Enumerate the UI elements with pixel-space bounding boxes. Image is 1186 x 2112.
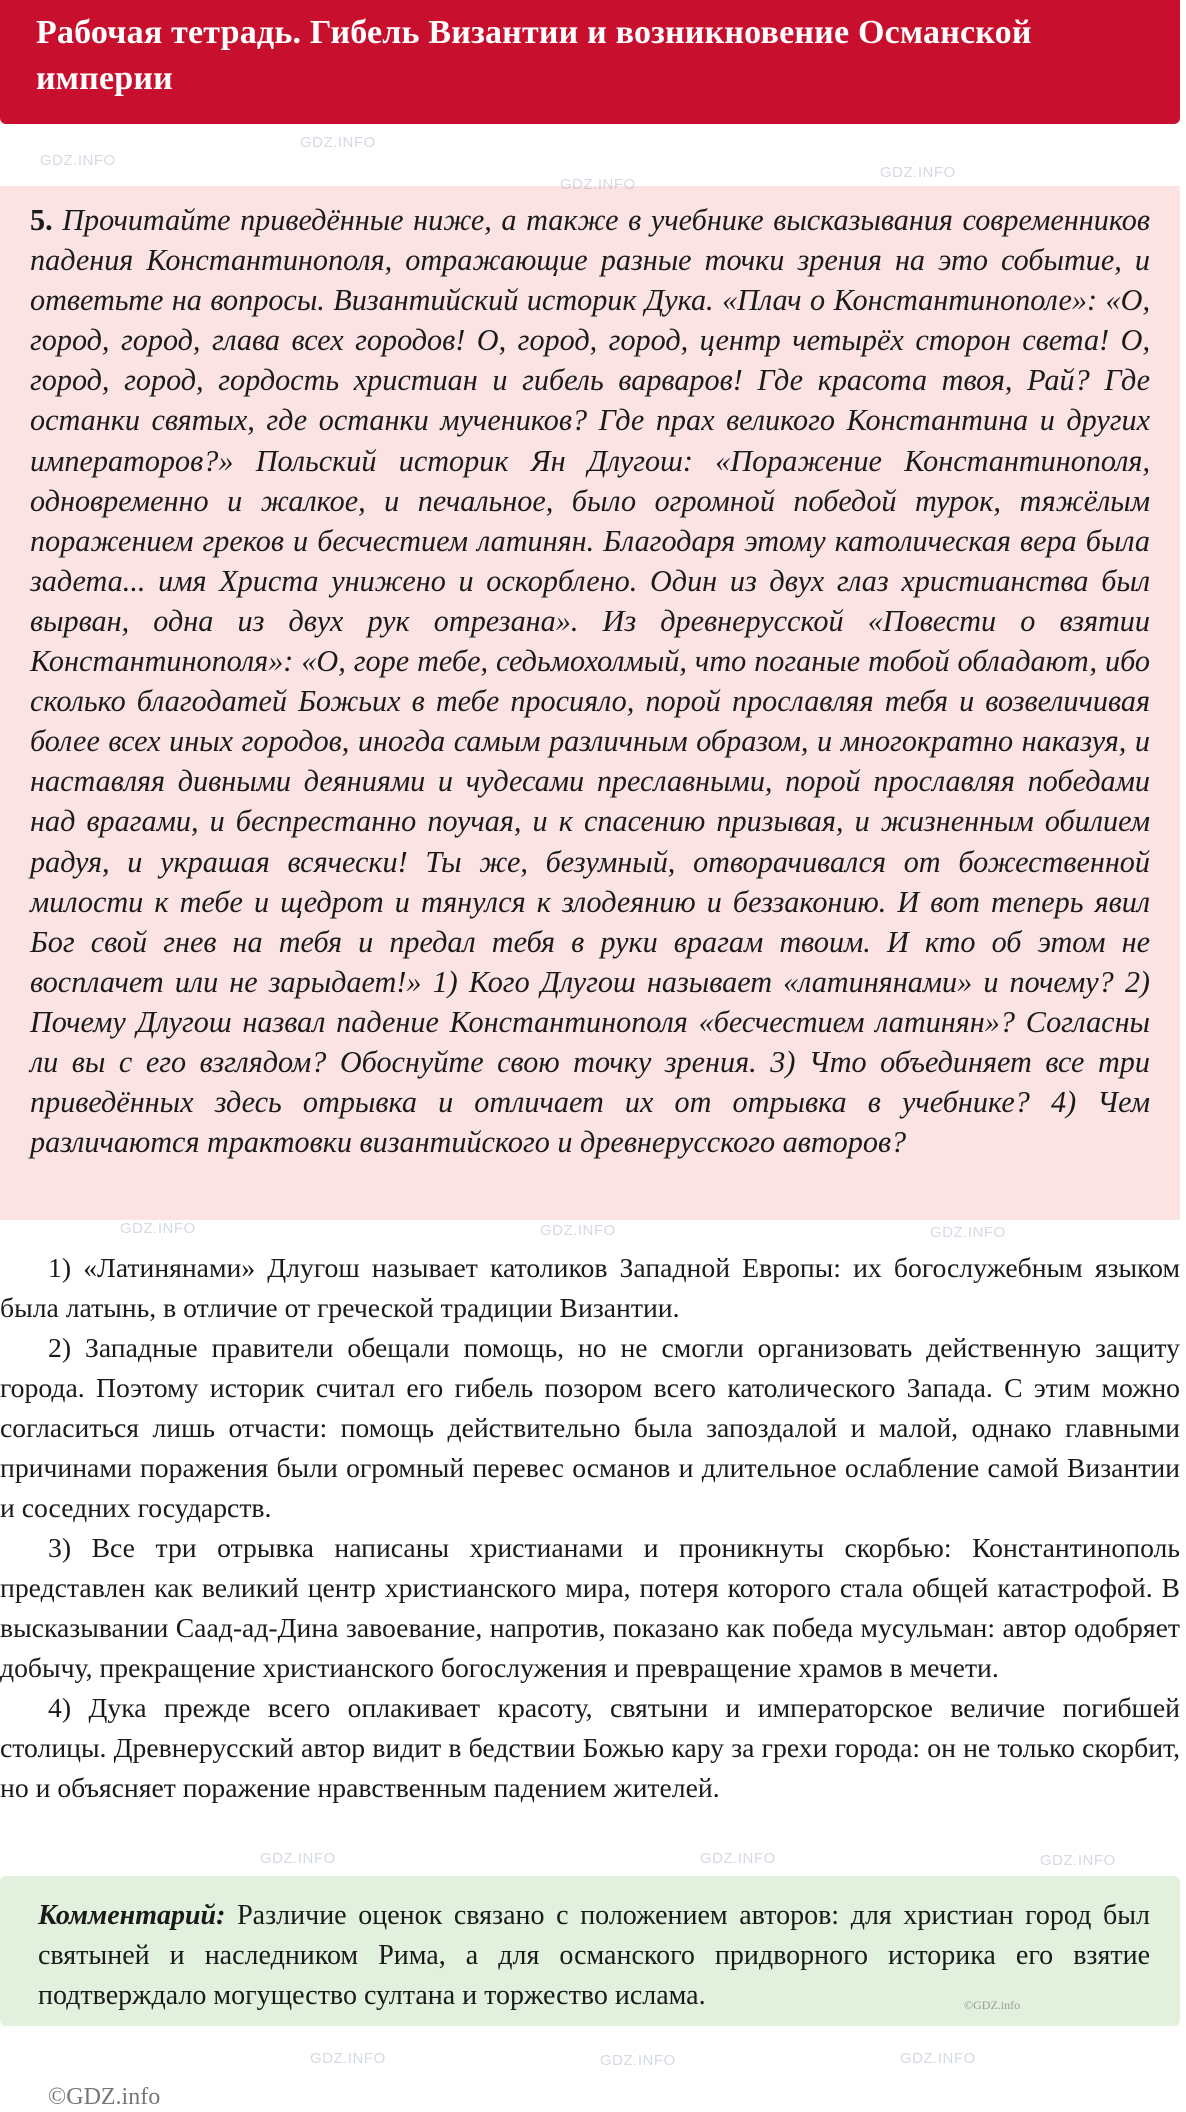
watermark-text: GDZ.INFO (1040, 1852, 1116, 1869)
watermark-text: GDZ.INFO (700, 1850, 776, 1867)
task-body: Прочитайте приведённые ниже, а также в учебнике высказывания современников падения Константинополя, отражающие разные точки зрения на это событие, и ответьте на вопросы. Византийский историк Дука. «Плач о Константинополе»: «О, город, город, глава всех городов! О, город, город, центр четырёх сторон света! О, город, город, гордость христиан и гибель варваров! Где красота твоя, Рай? Где останки святых, где останки мучеников? Где прах великого Константина и других императоров?» Польский историк Ян Длугош: «Поражение Константинополя, одновременно и жалкое, и печальное, было огромной победой турок, тяжёлым поражением греков и бесчестием латинян. Благодаря этому католическая вера была задета... имя Христа унижено и оскорблено. Один из двух глаз христианства был вырван, одна из двух рук отрезана». Из древнерусской «Повести о взятии Константинополя»: «О, горе тебе, седьмохолмый, что поганые тобой обладают, ибо сколько благодатей Божьих в тебе просияло, порой прославляя тебя и возвеличивая более всех иных городов, иногда самым различным образом, и многократно наказуя, и наставляя дивными деяниями и чудесами преславными, порой прославляя победами над врагами, и беспрестанно поучая, и к спасению призывая, и жизненным обилием радуя, и украшая всячески! Ты же, безумный, отворачивался от божественной милости к тебе и щедрот и тянулся к злодеянию и беззаконию. И вот теперь явил Бог свой гнев на тебя и предал тебя в руки врагам твоим. И кто об этом не восплачет или не зарыдает!» 1) Кого Длугош называет «латинянами» и почему? 2) Почему Длугош назвал падение Константинополя «бесчестием латинян»? Согласны ли вы с его взглядом? Обоснуйте свою точку зрения. 3) Что объединяет все три приведённых здесь отрывка и отличает их от отрывка в учебнике? 4) Чем различаются трактовки византийского и древнерусского авторов? (30, 203, 1151, 1160)
answers-block (0, 1248, 1180, 1808)
watermark-text: GDZ.INFO (880, 164, 956, 181)
task-text (30, 200, 1150, 1162)
watermark-text: GDZ.INFO (900, 2050, 976, 2067)
watermark-text: GDZ.INFO (120, 1220, 196, 1237)
answer-3: 3) Все три отрывка написаны христианами и проникнуты скорбью: Константинополь представлен как великий центр христианского мира, потеря которого стала общей катастрофой. В высказывании Саад-ад-Дина завоевание, напротив, показано как победа мусульман: автор одобряет добычу, прекращение христианского богослужения и превращение храмов в мечети. (0, 1532, 1180, 1683)
watermark-text: GDZ.INFO (560, 176, 636, 193)
page-header (0, 0, 1180, 124)
copyright-text: ©GDZ.info (48, 2084, 161, 2110)
answer-2: 2) Западные правители обещали помощь, но не смогли организовать действенную защиту города. Поэтому историк считал его гибель позором всего католического Запада. С этим можно согласиться лишь отчасти: помощь действительно была запоздалой и малой, однако главными причинами поражения были огромный перевес османов и длительное ослабление самой Византии и соседних государств. (0, 1332, 1180, 1523)
answer-4: 4) Дука прежде всего оплакивает красоту, святыни и императорское величие погибшей столицы. Древнерусский автор видит в бедствии Божью кару за грехи города: он не только скорбит, но и объясняет поражение нравственным падением жителей. (0, 1692, 1180, 1803)
inline-watermark: ©GDZ.info (964, 1998, 1021, 2012)
watermark-text: GDZ.INFO (40, 152, 116, 169)
answer-1: 1) «Латинянами» Длугош называет католиков Западной Европы: их богослужебным языком была латынь, в отличие от греческой традиции Византии. (0, 1252, 1180, 1323)
page-title: Рабочая тетрадь. Гибель Византии и возникновение Османской империи (36, 14, 1032, 97)
task-number: 5. (30, 203, 53, 237)
watermark-text: GDZ.INFO (310, 2050, 386, 2067)
watermark-text: GDZ.INFO (300, 134, 376, 151)
watermark-text: GDZ.INFO (260, 1850, 336, 1867)
comment-body: Различие оценок связано с положением авторов: для христиан город был святыней и наследником Рима, а для османского придворного историка его взятие подтверждало могущество султана и торжество ислама. (38, 1900, 1151, 2011)
watermark-text: GDZ.INFO (930, 1224, 1006, 1241)
task-block (0, 186, 1180, 1220)
watermark-text: GDZ.INFO (540, 1222, 616, 1239)
watermark-text: GDZ.INFO (600, 2052, 676, 2069)
comment-label: Комментарий: (38, 1900, 226, 1931)
